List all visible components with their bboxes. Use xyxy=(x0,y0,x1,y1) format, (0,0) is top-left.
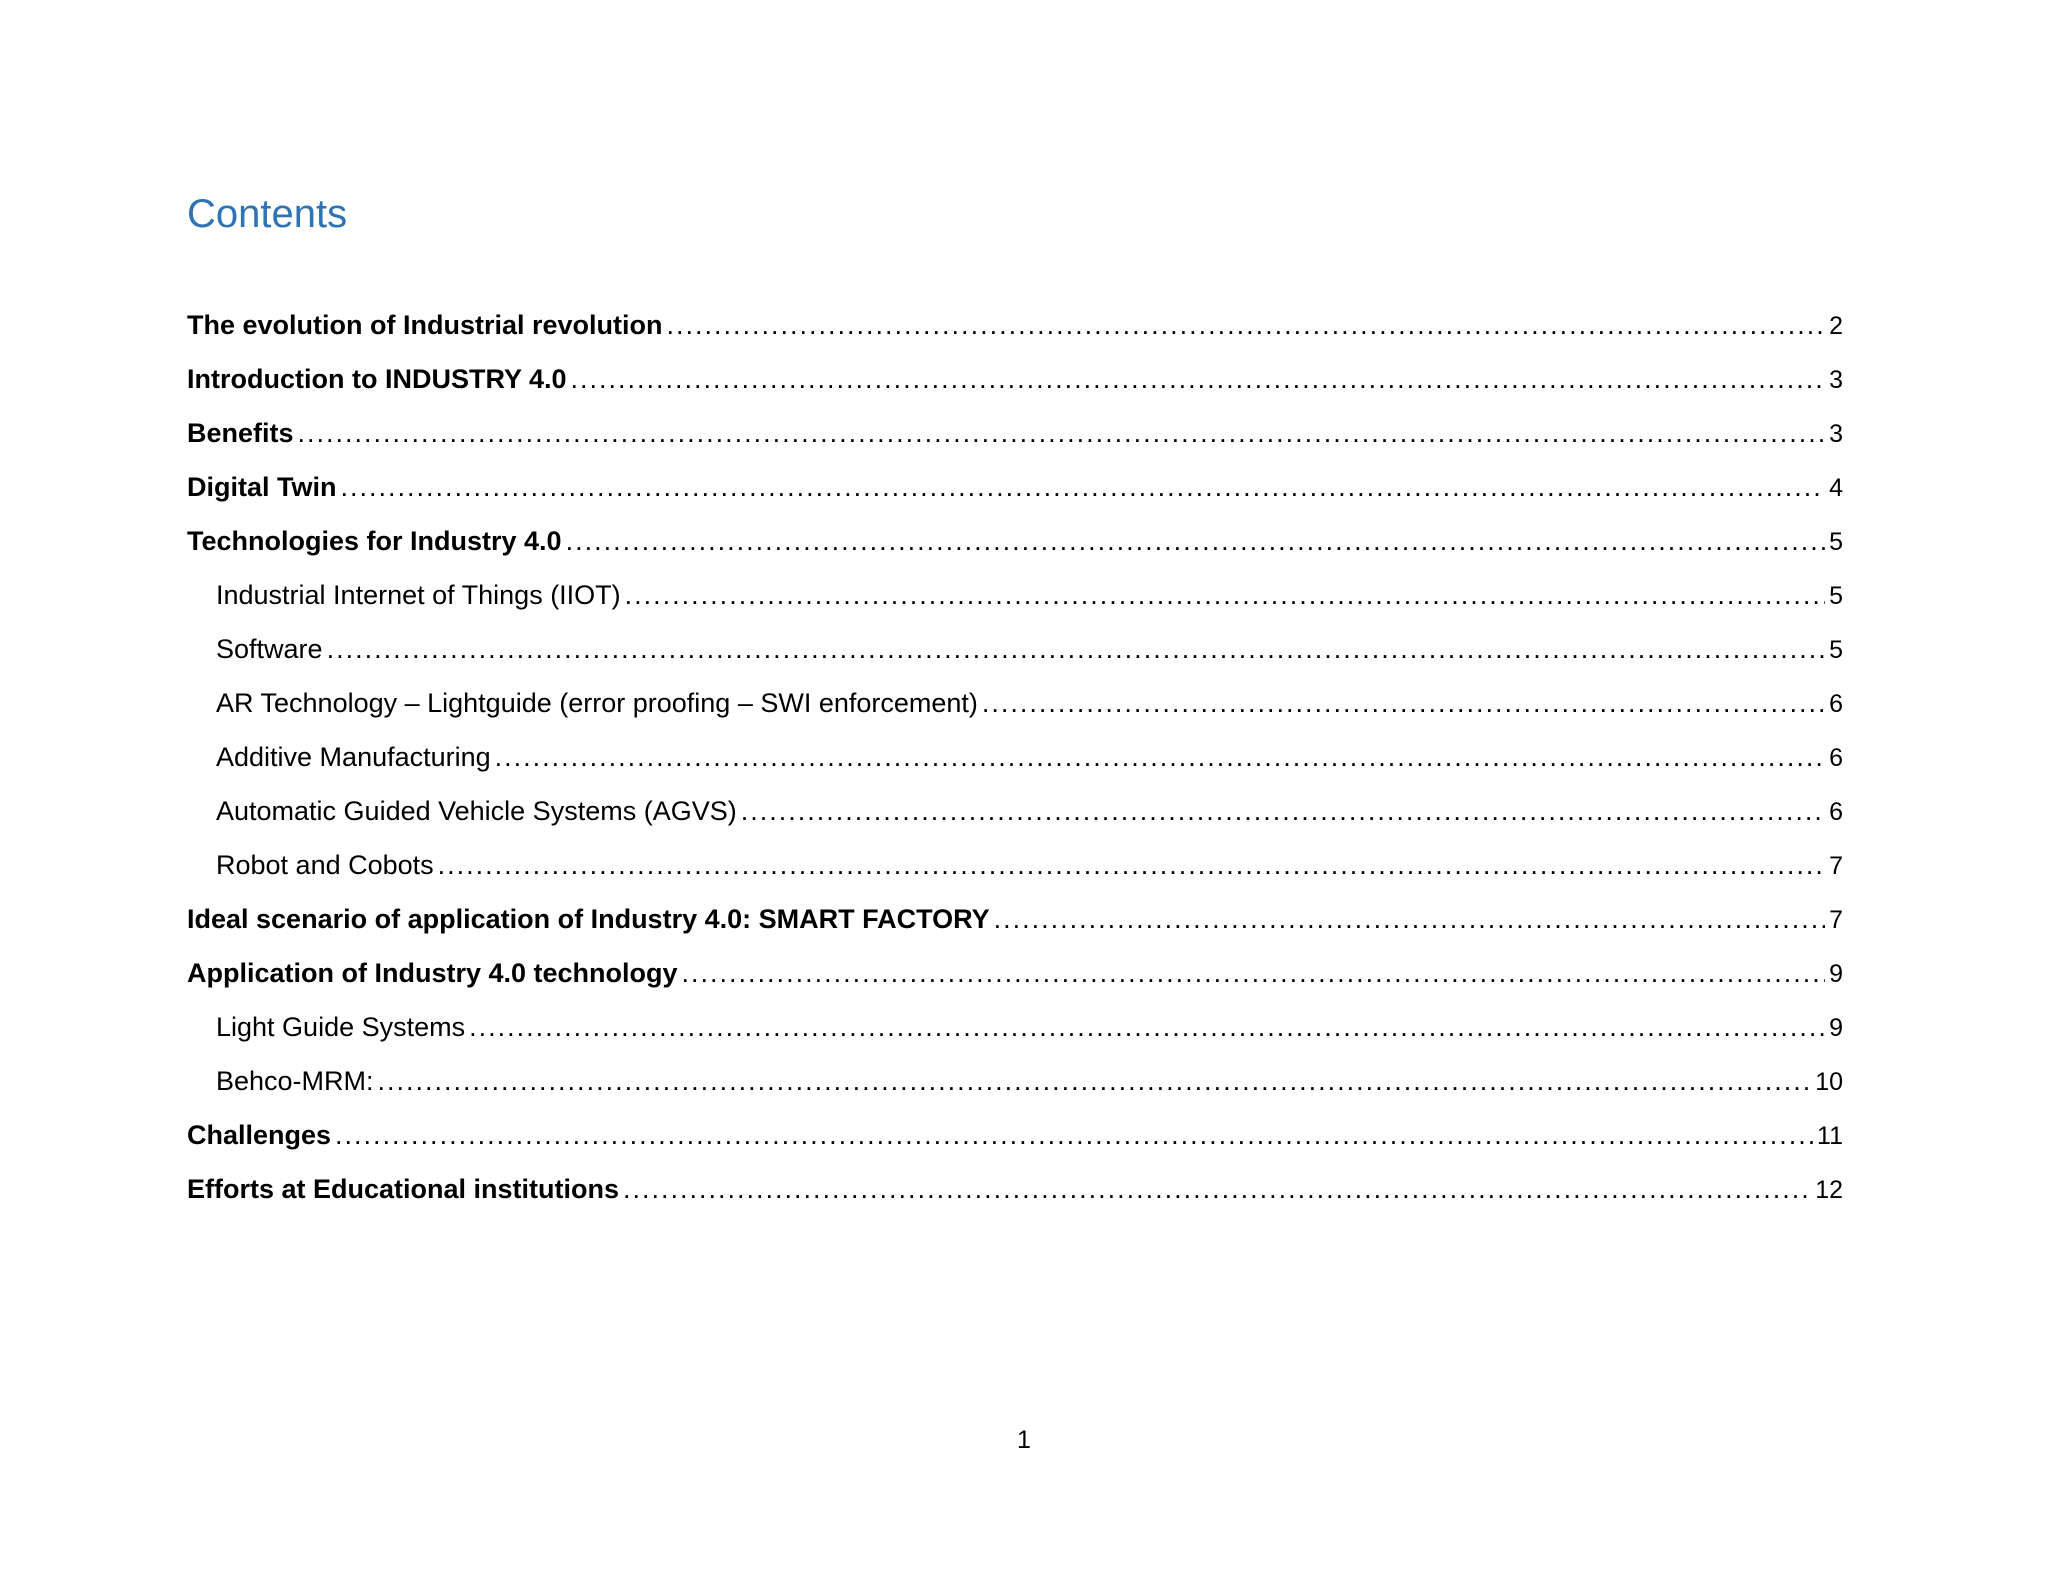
toc-entry-page: 12 xyxy=(1815,1176,1843,1204)
toc-subentry[interactable] xyxy=(187,730,1843,784)
toc-dot-leader xyxy=(994,892,1825,946)
toc-entry[interactable] xyxy=(187,1162,1843,1216)
toc-dot-leader xyxy=(571,352,1826,406)
toc-entry-title: Introduction to INDUSTRY 4.0 xyxy=(187,364,567,394)
toc-dot-leader xyxy=(438,838,1825,892)
toc-subentry[interactable] xyxy=(187,1000,1843,1054)
toc-entry-title: Application of Industry 4.0 technology xyxy=(187,958,678,988)
toc-dot-leader xyxy=(327,622,1826,676)
toc-entry-page: 5 xyxy=(1829,582,1843,610)
toc-entry-page: 9 xyxy=(1829,1014,1843,1042)
toc-entry-title: The evolution of Industrial revolution xyxy=(187,310,663,340)
toc-entry-page: 6 xyxy=(1829,690,1843,718)
toc-entry-page: 11 xyxy=(1817,1122,1843,1150)
toc-entry-title: Ideal scenario of application of Industry 4.0: SMART FACTORY xyxy=(187,904,990,934)
toc-entry-title: Light Guide Systems xyxy=(216,1012,466,1042)
toc-entry-title: Behco-MRM: xyxy=(216,1066,374,1096)
toc-entry-page: 5 xyxy=(1829,528,1843,556)
toc-entry-page: 3 xyxy=(1829,366,1843,394)
toc-entry-page: 5 xyxy=(1829,636,1843,664)
toc-entry-page: 4 xyxy=(1829,474,1843,502)
toc-entry-page: 3 xyxy=(1829,420,1843,448)
toc-subentry[interactable] xyxy=(187,676,1843,730)
toc-entry-page: 10 xyxy=(1815,1068,1843,1096)
toc-subentry[interactable] xyxy=(187,784,1843,838)
toc-entry[interactable] xyxy=(187,892,1843,946)
toc-entry-title: Robot and Cobots xyxy=(216,850,434,880)
toc-dot-leader xyxy=(982,676,1825,730)
toc-entry[interactable] xyxy=(187,1108,1843,1162)
toc-entry-title: Digital Twin xyxy=(187,472,337,502)
toc-dot-leader xyxy=(298,406,1826,460)
toc-dot-leader xyxy=(495,730,1825,784)
toc-dot-leader xyxy=(566,514,1826,568)
toc-dot-leader xyxy=(623,1162,1811,1216)
toc-entry[interactable] xyxy=(187,406,1843,460)
toc-entry[interactable] xyxy=(187,460,1843,514)
toc-entry-page: 9 xyxy=(1829,960,1843,988)
toc-entry-page: 6 xyxy=(1829,744,1843,772)
toc-subentry[interactable] xyxy=(187,622,1843,676)
toc-dot-leader xyxy=(469,1000,1825,1054)
toc-entry[interactable] xyxy=(187,514,1843,568)
toc-entry-title: Additive Manufacturing xyxy=(216,742,491,772)
toc-entry-title: Challenges xyxy=(187,1120,332,1150)
toc-entry-title: Efforts at Educational institutions xyxy=(187,1174,620,1204)
toc-dot-leader xyxy=(667,298,1826,352)
toc-dot-leader xyxy=(378,1054,1812,1108)
toc-dot-leader xyxy=(341,460,1826,514)
toc-entry-title: Industrial Internet of Things (IIOT) xyxy=(216,580,621,610)
toc-subentry[interactable] xyxy=(187,568,1843,622)
toc-subentry[interactable] xyxy=(187,838,1843,892)
toc-dot-leader xyxy=(625,568,1825,622)
toc-subentry[interactable] xyxy=(187,1054,1843,1108)
toc-entry-title: Software xyxy=(216,634,323,664)
table-of-contents xyxy=(187,298,1843,1216)
toc-entry-page: 6 xyxy=(1829,798,1843,826)
toc-heading: Contents xyxy=(187,192,348,236)
toc-entry[interactable] xyxy=(187,946,1843,1000)
page-number: 1 xyxy=(1017,1426,1031,1454)
toc-entry-title: Automatic Guided Vehicle Systems (AGVS) xyxy=(216,796,737,826)
toc-entry-page: 7 xyxy=(1829,906,1843,934)
toc-entry-page: 7 xyxy=(1829,852,1843,880)
toc-entry-page: 2 xyxy=(1829,312,1843,340)
toc-entry-title: Benefits xyxy=(187,418,294,448)
toc-entry-title: Technologies for Industry 4.0 xyxy=(187,526,562,556)
toc-dot-leader xyxy=(682,946,1826,1000)
toc-dot-leader xyxy=(335,1108,1813,1162)
toc-entry[interactable] xyxy=(187,352,1843,406)
toc-entry[interactable] xyxy=(187,298,1843,352)
toc-dot-leader xyxy=(741,784,1825,838)
toc-entry-title: AR Technology – Lightguide (error proofing – SWI enforcement) xyxy=(216,688,978,718)
